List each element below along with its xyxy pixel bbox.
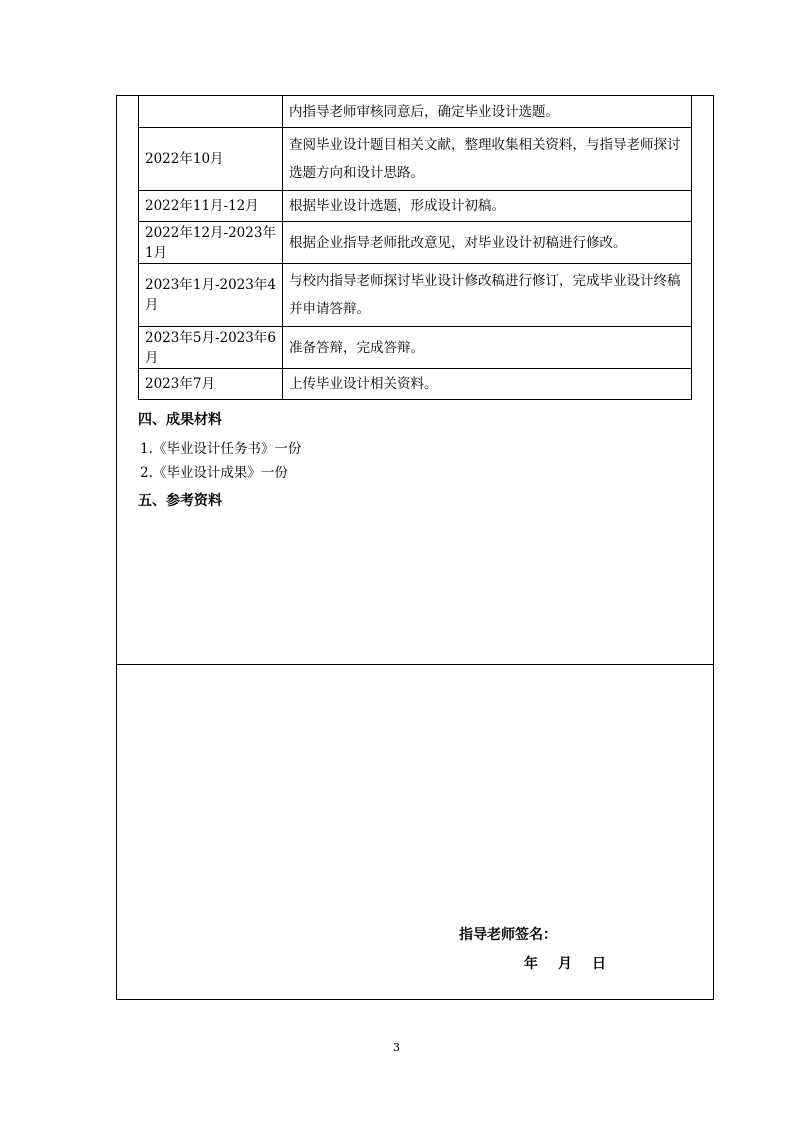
period-cell: 2022年10月 xyxy=(139,128,283,191)
day-label: 日 xyxy=(592,956,606,972)
period-cell: 2022年12月-2023年1月 xyxy=(139,222,283,264)
period-cell: 2023年5月-2023年6月 xyxy=(139,327,283,369)
task-cell: 根据毕业设计选题，形成设计初稿。 xyxy=(283,191,692,222)
task-cell: 查阅毕业设计题目相关文献，整理收集相关资料，与指导老师探讨选题方向和设计思路。 xyxy=(283,128,692,191)
table-row xyxy=(139,128,692,191)
list-item: 1.《毕业设计任务书》一份 xyxy=(140,441,302,457)
section-divider xyxy=(116,664,714,665)
table-row xyxy=(139,96,692,128)
period-cell xyxy=(139,96,283,128)
table-row xyxy=(139,191,692,222)
period-cell: 2023年1月-2023年4月 xyxy=(139,264,283,327)
month-label: 月 xyxy=(558,956,572,972)
date-line xyxy=(524,953,606,973)
table-row xyxy=(139,264,692,327)
period-cell: 2023年7月 xyxy=(139,369,283,400)
task-cell: 与校内指导老师探讨毕业设计修改稿进行修订，完成毕业设计终稿并申请答辩。 xyxy=(283,264,692,327)
task-cell: 内指导老师审核同意后，确定毕业设计选题。 xyxy=(283,96,692,128)
task-cell: 根据企业指导老师批改意见，对毕业设计初稿进行修改。 xyxy=(283,222,692,264)
period-cell: 2022年11月-12月 xyxy=(139,191,283,222)
section-4-title: 四、成果材料 xyxy=(138,412,222,428)
list-item: 2.《毕业设计成果》一份 xyxy=(140,465,288,481)
year-label: 年 xyxy=(524,956,538,972)
page-number: 3 xyxy=(393,1041,400,1054)
signature-label: 指导老师签名： xyxy=(459,927,557,943)
table-row xyxy=(139,327,692,369)
section-5-title: 五、参考资料 xyxy=(138,493,222,509)
table-row xyxy=(139,222,692,264)
task-cell: 准备答辩，完成答辩。 xyxy=(283,327,692,369)
table-row xyxy=(139,369,692,400)
schedule-table xyxy=(138,95,692,400)
task-cell: 上传毕业设计相关资料。 xyxy=(283,369,692,400)
